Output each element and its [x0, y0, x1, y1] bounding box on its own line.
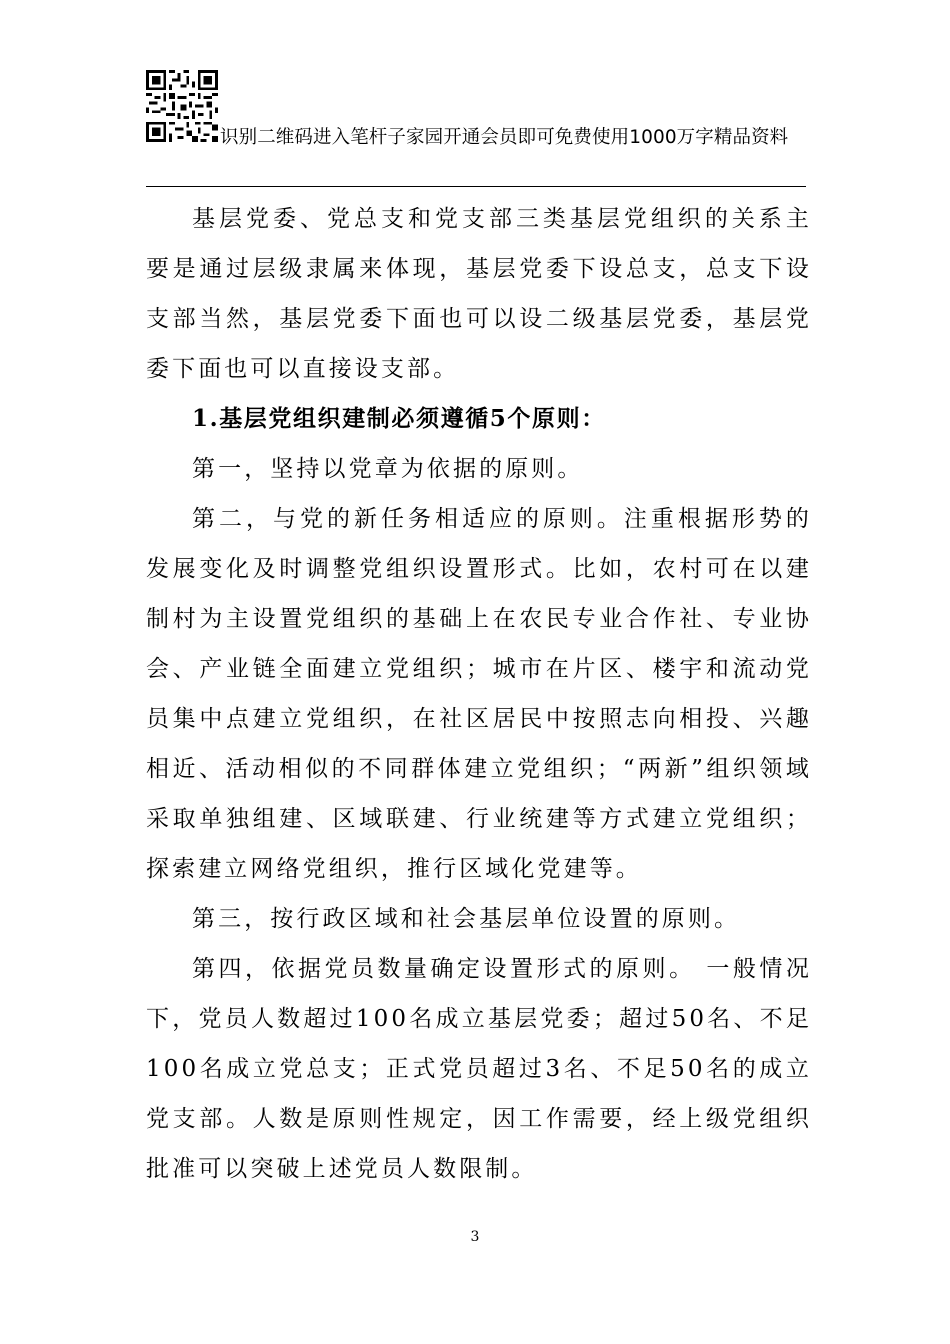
- paragraph: 第四，依据党员数量确定设置形式的原则。 一般情况下，党员人数超过100名成立基层党委；超过50名、不足100名成立党总支；正式党员超过3名、不足50名的成立党支部。人数是原则性规定，因工作需要，经上级党组织批准可以突破上述党员人数限制。: [146, 956, 812, 1182]
- header-promo: [146, 126, 826, 150]
- header-divider: [146, 186, 806, 187]
- document-body: [146, 194, 812, 1194]
- paragraph: 基层党委、党总支和党支部三类基层党组织的关系主要是通过层级隶属来体现，基层党委下设总支，总支下设支部当然，基层党委下面也可以设二级基层党委，基层党委下面也可以直接设支部。: [146, 206, 812, 382]
- section-heading: 1.基层党组织建制必须遵循5个原则：: [192, 405, 606, 432]
- paragraph: 第二，与党的新任务相适应的原则。注重根据形势的发展变化及时调整党组织设置形式。比如，农村可在以建制村为主设置党组织的基础上在农民专业合作社、专业协会、产业链全面建立党组织；城市在片区、楼宇和流动党员集中点建立党组织，在社区居民中按照志向相投、兴趣相近、活动相似的不同群体建立党组织；“两新”组织领域采取单独组建、区域联建、行业统建等方式建立党组织；探索建立网络党组织，推行区域化党建等。: [146, 506, 812, 882]
- paragraph: 第三，按行政区域和社会基层单位设置的原则。: [192, 906, 741, 932]
- paragraph: 第一，坚持以党章为依据的原则。: [192, 456, 584, 482]
- header-promo-text: 识别二维码进入笔杆子家园开通会员即可免费使用1000万字精品资料: [220, 127, 789, 148]
- page-number: 3: [470, 1229, 480, 1245]
